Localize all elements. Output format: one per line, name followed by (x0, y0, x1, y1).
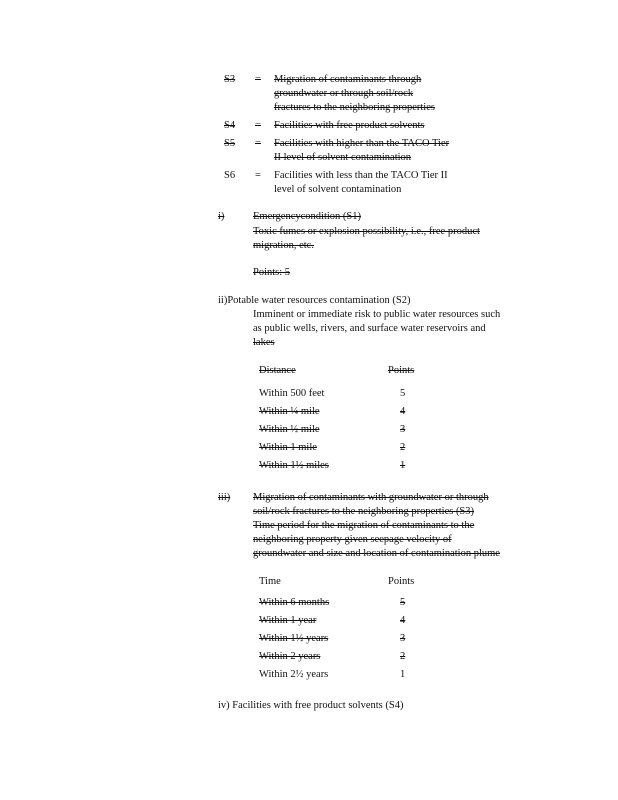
code-s5-equals: = (255, 138, 261, 149)
section-ii-desc-line-2: as public wells, rivers, and surface water reservoirs and (253, 323, 486, 334)
section-iii-desc-line-1: Migration of contaminants with groundwater or through (253, 492, 489, 503)
section-ii-desc-line-3: lakes (253, 337, 275, 348)
section-i-number: i) (218, 211, 225, 222)
section-iii-desc-line-2: soil/rock fractures to the neighboring properties (S3) (253, 506, 475, 517)
time-row-points: 3 (400, 633, 406, 644)
time-row-points: 1 (400, 669, 406, 680)
code-s4-def-line-1: Facilities with free product solvents (274, 120, 425, 131)
code-s5-def-line-1: Facilities with higher than the TACO Tier (274, 138, 450, 149)
code-s6-def-line-1: Facilities with less than the TACO Tier II (274, 170, 448, 181)
time-row-points: 5 (400, 597, 406, 608)
distance-row-points: 4 (400, 406, 406, 417)
code-s3-def-line-1: Migration of contaminants through (274, 74, 422, 85)
points-column-header: Points (388, 365, 415, 376)
distance-row-points: 3 (400, 424, 406, 435)
code-s3-def-line-2: groundwater or through soil/rock (274, 88, 414, 99)
code-s4-equals: = (255, 120, 261, 131)
distance-row-label: Within 1½ miles (259, 460, 329, 471)
section-iv-heading: iv) Facilities with free product solvents (S4) (218, 700, 404, 711)
distance-row-label: Within ½ mile (259, 424, 320, 435)
distance-row-points: 2 (400, 442, 406, 453)
section-i-heading: Emergencycondition (S1) (253, 211, 361, 222)
distance-column-header: Distance (259, 365, 296, 376)
code-s5: S5 (224, 138, 236, 149)
time-column-header: Time (259, 576, 281, 587)
time-row-label: Within 6 months (259, 597, 330, 608)
distance-row-points: 5 (400, 388, 406, 399)
time-row-label: Within 2 years (259, 651, 321, 662)
time-row-points: 4 (400, 615, 406, 626)
code-s3-equals: = (255, 74, 261, 85)
section-iii-desc-line-5: groundwater and size and location of contamination plume (253, 548, 500, 559)
code-s6: S6 (224, 170, 236, 181)
distance-row-points: 1 (400, 460, 406, 471)
section-ii-desc-line-1: Imminent or immediate risk to public water resources such (253, 309, 501, 320)
section-i-points: Points: 5 (253, 267, 291, 278)
code-s5-def-line-2: II level of solvent contamination (274, 152, 412, 163)
section-iii-desc-line-3: Time period for the migration of contaminants to the (253, 520, 475, 531)
time-row-label: Within 1 year (259, 615, 317, 626)
code-s6-def-line-2: level of solvent contamination (274, 184, 402, 195)
time-row-label: Within 2½ years (259, 669, 329, 680)
section-i-desc-line-2: migration, etc. (253, 240, 314, 251)
time-row-label: Within 1½ years (259, 633, 329, 644)
distance-row-label: Within ¼ mile (259, 406, 320, 417)
section-ii-heading: ii)Potable water resources contamination (S2) (218, 295, 411, 306)
distance-row-label: Within 500 feet (259, 388, 325, 399)
distance-row-label: Within 1 mile (259, 442, 317, 453)
section-iii-number: iii) (218, 492, 231, 503)
time-row-points: 2 (400, 651, 406, 662)
code-s3-def-line-3: fractures to the neighboring properties (274, 102, 435, 113)
section-iii-desc-line-4: neighboring property given seepage velocity of (253, 534, 452, 545)
points-column-header: Points (388, 576, 415, 587)
section-i-desc-line-1: Toxic fumes or explosion possibility, i.e., free product (253, 226, 480, 237)
code-s3: S3 (224, 74, 236, 85)
code-s6-equals: = (255, 170, 261, 181)
code-s4: S4 (224, 120, 236, 131)
